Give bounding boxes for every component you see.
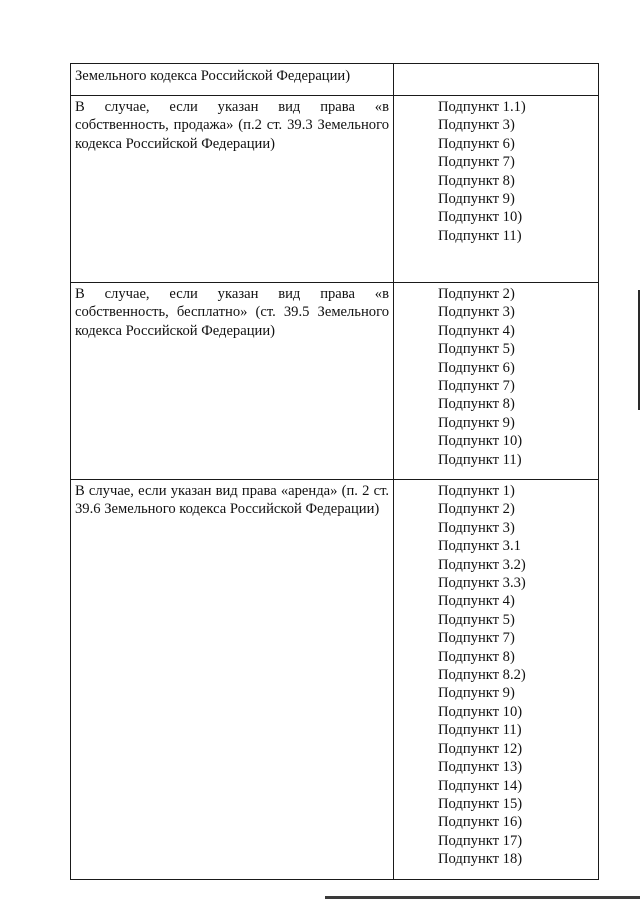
subitem-label: Подпункт 9) — [438, 191, 515, 208]
subitem-label: Подпункт 6) — [438, 135, 515, 152]
subitem-label: Подпункт 18) — [438, 851, 523, 868]
subitem-label: Подпункт 15) — [438, 795, 523, 812]
subitem-label: Подпункт 5) — [438, 611, 515, 628]
subitem-label: Подпункт 13) — [438, 759, 523, 776]
subitem-label: Подпункт 10) — [438, 703, 523, 720]
subitems-cell — [394, 283, 599, 480]
subitems-cell — [394, 480, 599, 880]
subitem-label: Подпункт 8) — [438, 396, 515, 413]
subitem-label: Подпункт 11) — [438, 451, 522, 468]
subitem-label: Подпункт 2) — [438, 286, 515, 302]
table-row — [71, 480, 599, 880]
subitem-label: Подпункт 7) — [438, 154, 515, 171]
subitem-label: Подпункт 3) — [438, 304, 515, 321]
subitem-label: Подпункт 3) — [438, 519, 515, 536]
subitem-label: Подпункт 12) — [438, 740, 523, 757]
document-table — [70, 63, 599, 880]
table-row — [71, 64, 599, 96]
condition-cell: Земельного кодекса Российской Федерации) — [71, 64, 394, 96]
subitem-label: Подпункт 11) — [438, 227, 522, 244]
subitem-label: Подпункт 3.2) — [438, 556, 526, 573]
subitem-label: Подпункт 10) — [438, 209, 523, 226]
subitem-label: Подпункт 10) — [438, 433, 523, 450]
condition-cell: В случае, если указан вид права «аренда» (п. 2 ст. 39.6 Земельного кодекса Российской Федерации) — [71, 480, 394, 880]
subitem-label: Подпункт 3.1 — [438, 538, 521, 555]
subitem-label: Подпункт 4) — [438, 593, 515, 610]
subitem-label: Подпункт 1) — [438, 483, 515, 499]
subitem-label: Подпункт 8) — [438, 172, 515, 189]
subitem-label: Подпункт 9) — [438, 685, 515, 702]
subitem-label: Подпункт 5) — [438, 341, 515, 358]
subitem-label: Подпункт 16) — [438, 814, 523, 831]
subitem-label: Подпункт 17) — [438, 832, 523, 849]
subitem-label: Подпункт 7) — [438, 378, 515, 395]
subitem-label: Подпункт 3) — [438, 117, 515, 134]
subitem-label: Подпункт 4) — [438, 322, 515, 339]
subitems-cell — [394, 64, 599, 96]
subitem-label: Подпункт 14) — [438, 777, 523, 794]
subitem-label: Подпункт 9) — [438, 414, 515, 431]
subitem-label: Подпункт 7) — [438, 630, 515, 647]
subitem-label: Подпункт 6) — [438, 359, 515, 376]
condition-cell: В случае, если указан вид права «в собственность, бесплатно» (ст. 39.5 Земельного кодекса Российской Федерации) — [71, 283, 394, 480]
table-row — [71, 283, 599, 480]
subitem-label: Подпункт 1.1) — [438, 99, 526, 115]
subitem-label: Подпункт 8) — [438, 648, 515, 665]
condition-cell: В случае, если указан вид права «в собственность, продажа» (п.2 ст. 39.3 Земельного кодекса Российской Федерации) — [71, 96, 394, 283]
subitem-label: Подпункт 3.3) — [438, 575, 526, 592]
subitem-label: Подпункт 2) — [438, 501, 515, 518]
subitems-cell — [394, 96, 599, 283]
table-row — [71, 96, 599, 283]
scan-bottom-line — [325, 896, 640, 899]
subitem-label: Подпункт 8.2) — [438, 667, 526, 684]
subitem-label: Подпункт 11) — [438, 722, 522, 739]
